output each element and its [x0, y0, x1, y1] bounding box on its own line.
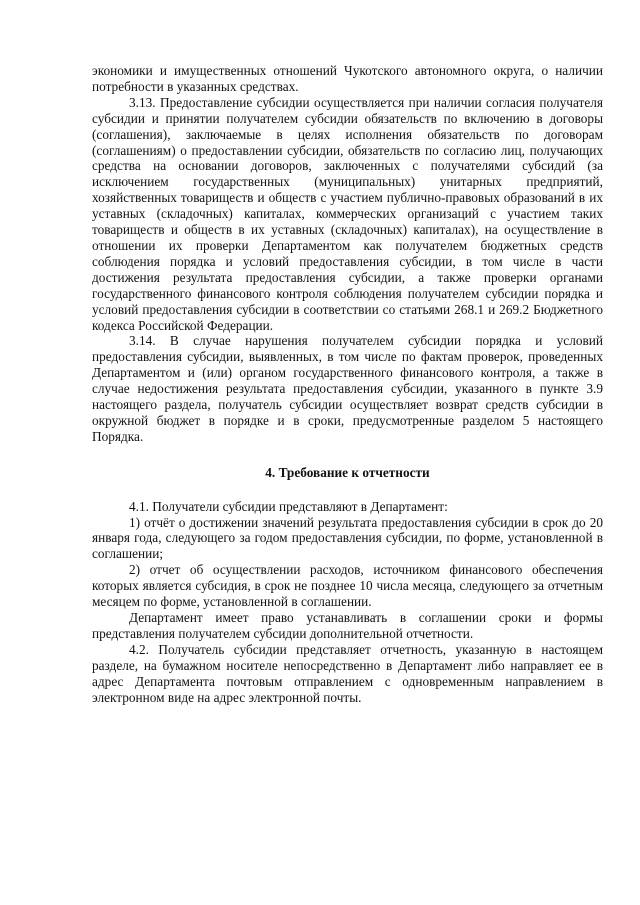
document-page: [92, 63, 603, 705]
paragraph-4-1-item-2: 2) отчет об осуществлении расходов, источником финансового обеспечения которых является субсидия, в срок не позднее 10 числа месяца, следующего за отчетным месяцем по форме, установленной в соглашении.: [92, 562, 603, 610]
section-heading: 4. Требование к отчетности: [265, 464, 430, 480]
paragraph-3-14: 3.14. В случае нарушения получателем субсидии порядка и условий предоставления субсидии, выявленных, в том числе по фактам проверок, проведенных Департаментом и (или) органом государственного финансового контроля, а также в случае недостижения результата предоставления субсидии, указанного в пункте 3.9 настоящего раздела, получатель субсидии осуществляет возврат средств субсидии в окружной бюджет в порядке и в сроки, предусмотренные разделом 5 настоящего Порядка.: [92, 333, 603, 444]
paragraph-4-1: 4.1. Получатели субсидии представляют в Департамент:: [129, 498, 448, 514]
paragraph-4-2: 4.2. Получатель субсидии представляет отчетность, указанную в настоящем разделе, на бумажном носителе непосредственно в Департамент либо направляет ее в адрес Департамента почтовым отправлением с одновременным направлением в электронном виде на адрес электронной почты.: [92, 641, 603, 705]
paragraph-3-13: 3.13. Предоставление субсидии осуществляется при наличии согласия получателя субсидии и принятии получателем субсидии обязательств по включению в договоры (соглашения), заключаемые в целях исполнения обязательств по договорам (соглашениям) о предоставлении субсидии, обязательств по согласию лиц, получающих средства на основании договоров, заключенных с получателями субсидий (за исключением государственных (муниципальных) унитарных предприятий, хозяйственных товариществ и обществ с участием публично-правовых образований в их уставных (складочных) капиталах, коммерческих организаций с участием таких товариществ и обществ в их уставных (складочных) капиталах), на осуществление в отношении их проверки Департаментом как получателем бюджетных средств соблюдения порядка и условий предоставления субсидии, в том числе в части достижения результата предоставления субсидии, а также проверки органами государственного финансового контроля соблюдения получателем субсидии порядка и условий предоставления субсидии в соответствии со статьями 268.1 и 269.2 Бюджетного кодекса Российской Федерации.: [92, 94, 603, 333]
paragraph-continuation: экономики и имущественных отношений Чукотского автономного округа, о наличии потребности в указанных средствах.: [92, 63, 603, 94]
paragraph-4-1-item-1: 1) отчёт о достижении значений результата предоставления субсидии в срок до 20 января года, следующего за годом предоставления субсидии, по форме, установленной в соглашении;: [92, 514, 603, 562]
paragraph-department-right: Департамент имеет право устанавливать в соглашении сроки и формы представления получателем субсидии дополнительной отчетности.: [92, 610, 603, 641]
